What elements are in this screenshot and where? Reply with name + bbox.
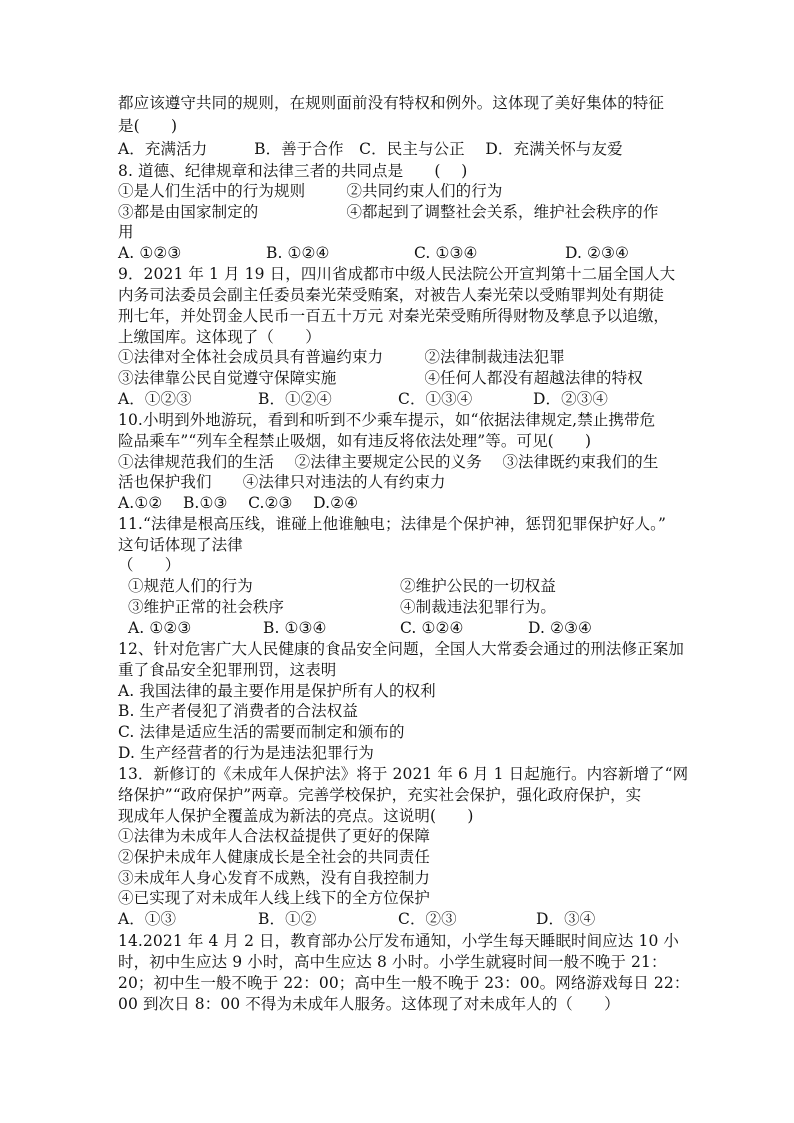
q8-option-a: A. ①②③ (118, 244, 182, 262)
text-line: ④已实现了对未成年人线上线下的全方位保护 (118, 889, 431, 907)
q13-option-b: B．①② (258, 910, 317, 928)
q9-option-b: B．①②④ (258, 390, 332, 408)
text-line: ①法律规范我们的生活 ②法律主要规定公民的义务 ③法律既约束我们的生 (118, 453, 659, 471)
q13-option-a: A．①③ (118, 910, 177, 928)
text-line: 现成年人保护全覆盖成为新法的亮点。这说明( ) (118, 807, 474, 825)
question-13: 13．新修订的《未成年人保护法》将于 2021 年 6 月 1 日起施行。内容新增了“网 (118, 765, 689, 783)
text-line: 这句话体现了法律 (118, 536, 243, 554)
q13-option-d: D．③④ (536, 910, 596, 928)
q11-item-3: ③维护正常的社会秩序 (128, 598, 285, 616)
q11-option-d: D. ②③④ (528, 619, 593, 637)
text-line: ①法律为未成年人合法权益提供了更好的保障 (118, 827, 431, 845)
q11-option-b: B. ①③④ (263, 619, 327, 637)
q11-item-1: ①规范人们的行为 (128, 577, 253, 595)
text-line: 是( ) (118, 117, 178, 135)
question-8: 8. 道德、纪律规章和法律三者的共同点是 ( ) (118, 162, 468, 180)
question-10: 10.小明到外地游玩，看到和听到不少乘车提示，如“依据法律规定,禁止携带危 (118, 411, 656, 429)
question-11: 11.“法律是根高压线，谁碰上他谁触电；法律是个保护神，惩罚犯罪保护好人。” (118, 515, 667, 533)
text-line: ②保护未成年人健康成长是全社会的共同责任 (118, 848, 431, 866)
text-line: 都应该遵守共同的规则，在规则面前没有特权和例外。这体现了美好集体的特征 (118, 94, 665, 112)
q13-options (118, 909, 678, 930)
question-12: 12、针对危害广大人民健康的食品安全问题，全国人大常委会通过的刑法修正案加 (118, 640, 684, 658)
q9-option-c: C．①③④ (398, 390, 473, 408)
q8-option-c: C. ①③④ (414, 244, 478, 262)
q12-option-b: B. 生产者侵犯了消费者的合法权益 (118, 702, 358, 720)
text-line: 上缴国库。这体现了（ ） (118, 328, 321, 346)
q11-items-row-1 (118, 576, 678, 597)
q9-option-d: D．②③④ (533, 390, 608, 408)
text-line: 20；初中生一般不晚于 22：00；高中生一般不晚于 23：00。网络游戏每日 22： (118, 974, 690, 992)
text-line: ①是人们生活中的行为规则 ②共同约束人们的行为 (118, 182, 503, 200)
q11-option-c: C. ①②④ (400, 619, 464, 637)
q9-option-a: A．①②③ (118, 390, 192, 408)
question-9: 9．2021 年 1 月 19 日，四川省成都市中级人民法院公开宣判第十二届全国人大 (118, 265, 676, 283)
q12-option-c: C. 法律是适应生活的需要而制定和颁布的 (118, 723, 405, 741)
text-line: ③法律靠公民自觉遵守保障实施 ④任何人都没有超越法律的特权 (118, 369, 643, 387)
text-line: ③未成年人身心发育不成熟，没有自我控制力 (118, 869, 431, 887)
text-line: 00 到次日 8：00 不得为未成年人服务。这体现了对未成年人的（ ） (118, 995, 620, 1013)
text-line: A．充满活力 B．善于合作 C．民主与公正 D．充满关怀与友爱 (118, 140, 623, 158)
text-line: 内务司法委员会副主任委员秦光荣受贿案，对被告人秦光荣以受贿罪判处有期徒 (118, 286, 665, 304)
question-14: 14.2021 年 4 月 2 日，教育部办公厅发布通知，小学生每天睡眠时间应达 10 小 (118, 932, 680, 950)
q11-option-a: A. ①②③ (128, 619, 192, 637)
text-line: 活也保护我们 ④法律只对违法的人有约束力 (118, 473, 446, 491)
q10-options: A.①② B.①③ C.②③ D.②④ (118, 494, 359, 512)
q9-options (118, 389, 678, 410)
text-line: 重了食品安全犯罪刑罚，这表明 (118, 661, 337, 679)
text-line: 用 (118, 223, 134, 241)
q11-options (118, 618, 678, 639)
q13-option-c: C．②③ (398, 910, 457, 928)
text-line: 络保护”“政府保护”两章。完善学校保护，充实社会保护，强化政府保护，实 (118, 786, 642, 804)
text-line: 刑七年，并处罚金人民币一百五十万元 对秦光荣受贿所得财物及孳息予以追缴， (118, 307, 670, 325)
q11-item-4: ④制裁违法犯罪行为。 (400, 598, 557, 616)
q11-items-row-2 (118, 597, 678, 618)
q12-option-d: D. 生产经营者的行为是违法犯罪行为 (118, 744, 375, 762)
text-line: ③都是由国家制定的 ④都起到了调整社会关系，维护社会秩序的作 (118, 203, 659, 221)
text-line: 时，初中生应达 9 小时，高中生应达 8 小时。小学生就寝时间一般不晚于 21： (118, 953, 667, 971)
text-line: 险品乘车”“列车全程禁止吸烟，如有违反将依法处理”等。可见( ) (118, 432, 592, 450)
text-line: （ ） (118, 556, 181, 574)
q8-options (118, 243, 678, 264)
q12-option-a: A. 我国法律的最主要作用是保护所有人的权利 (118, 682, 436, 700)
q8-option-d: D. ②③④ (565, 244, 630, 262)
q8-option-b: B. ①②④ (266, 244, 330, 262)
q11-item-2: ②维护公民的一切权益 (400, 577, 557, 595)
text-line: ①法律对全体社会成员具有普遍约束力 ②法律制裁违法犯罪 (118, 348, 565, 366)
